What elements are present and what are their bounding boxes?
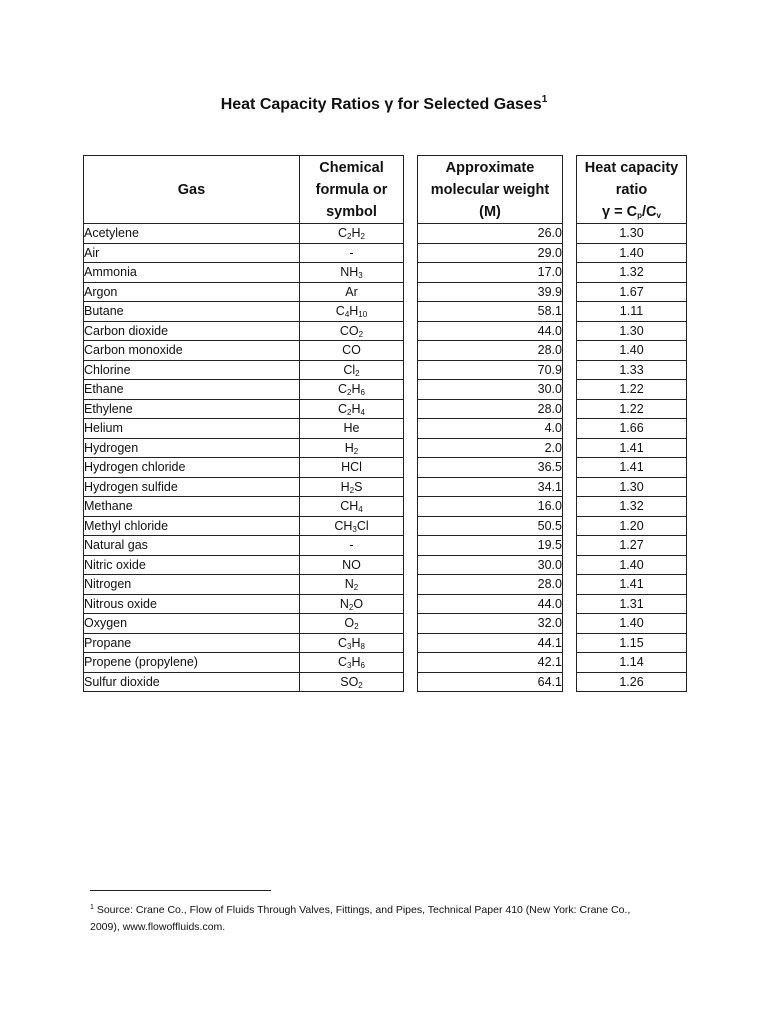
cell-ratio: 1.40 (577, 341, 687, 361)
cell-formula: $C_2H_6$ (300, 380, 404, 400)
table-row (84, 516, 687, 536)
cell-molecular-weight: 26.0 (418, 224, 563, 244)
cell-gas: Ethylene (84, 399, 300, 419)
cell-ratio: 1.32 (577, 497, 687, 517)
column-gap (404, 614, 418, 634)
cell-gas: Argon (84, 282, 300, 302)
table-row (84, 380, 687, 400)
cell-molecular-weight: 19.5 (418, 536, 563, 556)
cell-formula: $CO_2$ (300, 321, 404, 341)
cell-gas: Propene (propylene) (84, 653, 300, 673)
column-gap (563, 477, 577, 497)
cell-ratio: 1.41 (577, 575, 687, 595)
column-gap (563, 575, 577, 595)
cell-formula: $O_2$ (300, 614, 404, 634)
table-header-row (84, 156, 687, 224)
cell-gas: Nitrogen (84, 575, 300, 595)
table-row (84, 419, 687, 439)
cell-molecular-weight: 44.1 (418, 633, 563, 653)
footnote-marker: 1 (90, 904, 94, 911)
column-gap (563, 497, 577, 517)
cell-gas: Air (84, 243, 300, 263)
column-gap (404, 282, 418, 302)
cell-formula: $N_2$ (300, 575, 404, 595)
header-molecular-weight: Approximate molecular weight (M) (418, 156, 563, 224)
column-gap (404, 477, 418, 497)
header-ratio: Heat capacity ratio $\gamma = C_p/C_v$ (577, 156, 687, 224)
cell-formula: HCl (300, 458, 404, 478)
column-gap (563, 156, 577, 224)
column-gap (563, 360, 577, 380)
cell-molecular-weight: 29.0 (418, 243, 563, 263)
table-row (84, 321, 687, 341)
cell-ratio: 1.14 (577, 653, 687, 673)
column-gap (563, 653, 577, 673)
cell-gas: Carbon monoxide (84, 341, 300, 361)
table-row (84, 282, 687, 302)
column-gap (563, 243, 577, 263)
cell-molecular-weight: 2.0 (418, 438, 563, 458)
cell-formula: He (300, 419, 404, 439)
cell-ratio: 1.31 (577, 594, 687, 614)
column-gap (404, 302, 418, 322)
cell-formula: $C_3H_6$ (300, 653, 404, 673)
footnote-line-1: Source: Crane Co., Flow of Fluids Through Valves, Fittings, and Pipes, Technical Paper 410 (New York: Crane Co., (96, 904, 631, 916)
cell-gas: Acetylene (84, 224, 300, 244)
column-gap (563, 419, 577, 439)
cell-gas: Nitric oxide (84, 555, 300, 575)
cell-gas: Hydrogen (84, 438, 300, 458)
cell-formula: - (300, 536, 404, 556)
cell-formula: - (300, 243, 404, 263)
cell-molecular-weight: 36.5 (418, 458, 563, 478)
table-row (84, 672, 687, 692)
column-gap (404, 341, 418, 361)
table-body (84, 224, 687, 692)
cell-molecular-weight: 4.0 (418, 419, 563, 439)
footnote-line-2: 2009), www.flowoffluids.com. (90, 921, 226, 933)
column-gap (404, 536, 418, 556)
cell-ratio: 1.30 (577, 321, 687, 341)
cell-ratio: 1.30 (577, 477, 687, 497)
column-gap (563, 399, 577, 419)
column-gap (563, 555, 577, 575)
cell-formula: $N_2O$ (300, 594, 404, 614)
column-gap (563, 380, 577, 400)
cell-molecular-weight: 34.1 (418, 477, 563, 497)
column-gap (404, 243, 418, 263)
ratio-formula: $\gamma = C_p/C_v$ (602, 203, 661, 220)
cell-gas: Sulfur dioxide (84, 672, 300, 692)
cell-formula: $NH_3$ (300, 263, 404, 283)
table-row (84, 477, 687, 497)
cell-molecular-weight: 32.0 (418, 614, 563, 634)
column-gap (404, 399, 418, 419)
column-gap (563, 321, 577, 341)
cell-ratio: 1.26 (577, 672, 687, 692)
table-row (84, 555, 687, 575)
gas-properties-table (83, 155, 687, 692)
table-row (84, 224, 687, 244)
cell-molecular-weight: 58.1 (418, 302, 563, 322)
cell-gas: Hydrogen sulfide (84, 477, 300, 497)
table-row (84, 243, 687, 263)
cell-formula: $H_2S$ (300, 477, 404, 497)
cell-gas: Carbon dioxide (84, 321, 300, 341)
cell-gas: Methane (84, 497, 300, 517)
cell-gas: Propane (84, 633, 300, 653)
cell-ratio: 1.15 (577, 633, 687, 653)
column-gap (404, 516, 418, 536)
cell-formula: NO (300, 555, 404, 575)
cell-gas: Butane (84, 302, 300, 322)
cell-gas: Ethane (84, 380, 300, 400)
column-gap (563, 282, 577, 302)
cell-ratio: 1.11 (577, 302, 687, 322)
column-gap (563, 633, 577, 653)
column-gap (404, 555, 418, 575)
cell-molecular-weight: 16.0 (418, 497, 563, 517)
column-gap (563, 536, 577, 556)
column-gap (563, 224, 577, 244)
column-gap (404, 458, 418, 478)
header-formula: Chemical formula or symbol (300, 156, 404, 224)
cell-ratio: 1.32 (577, 263, 687, 283)
footnote-divider (90, 890, 271, 891)
table-row (84, 614, 687, 634)
table-row (84, 536, 687, 556)
cell-molecular-weight: 28.0 (418, 399, 563, 419)
title-text: Heat Capacity Ratios γ for Selected Gases (220, 96, 542, 113)
cell-formula: $CH_3Cl$ (300, 516, 404, 536)
cell-formula: $C_2H_4$ (300, 399, 404, 419)
cell-formula: $SO_2$ (300, 672, 404, 692)
table-row (84, 341, 687, 361)
cell-gas: Helium (84, 419, 300, 439)
table-row (84, 360, 687, 380)
page-title (0, 94, 768, 114)
column-gap (404, 224, 418, 244)
cell-molecular-weight: 50.5 (418, 516, 563, 536)
table-row (84, 458, 687, 478)
column-gap (404, 497, 418, 517)
column-gap (404, 672, 418, 692)
cell-gas: Nitrous oxide (84, 594, 300, 614)
header-gas: Gas (84, 156, 300, 224)
column-gap (404, 575, 418, 595)
column-gap (563, 672, 577, 692)
cell-formula: Ar (300, 282, 404, 302)
cell-molecular-weight: 30.0 (418, 380, 563, 400)
cell-ratio: 1.22 (577, 380, 687, 400)
cell-formula: $Cl_2$ (300, 360, 404, 380)
column-gap (563, 302, 577, 322)
column-gap (404, 321, 418, 341)
column-gap (404, 653, 418, 673)
cell-gas: Chlorine (84, 360, 300, 380)
column-gap (563, 341, 577, 361)
cell-formula: $CH_4$ (300, 497, 404, 517)
table-row (84, 633, 687, 653)
cell-ratio: 1.27 (577, 536, 687, 556)
cell-molecular-weight: 39.9 (418, 282, 563, 302)
column-gap (404, 419, 418, 439)
cell-molecular-weight: 17.0 (418, 263, 563, 283)
cell-ratio: 1.40 (577, 614, 687, 634)
footnote (90, 899, 690, 936)
cell-molecular-weight: 42.1 (418, 653, 563, 673)
table-row (84, 497, 687, 517)
column-gap (404, 594, 418, 614)
column-gap (404, 380, 418, 400)
cell-ratio: 1.40 (577, 555, 687, 575)
table-row (84, 653, 687, 673)
cell-formula: $C_3H_8$ (300, 633, 404, 653)
cell-molecular-weight: 28.0 (418, 575, 563, 595)
cell-ratio: 1.41 (577, 438, 687, 458)
cell-molecular-weight: 28.0 (418, 341, 563, 361)
cell-ratio: 1.22 (577, 399, 687, 419)
cell-ratio: 1.41 (577, 458, 687, 478)
cell-formula: $C_4H_{10}$ (300, 302, 404, 322)
table-row (84, 302, 687, 322)
cell-gas: Oxygen (84, 614, 300, 634)
table-row (84, 594, 687, 614)
table-row (84, 575, 687, 595)
column-gap (404, 633, 418, 653)
cell-ratio: 1.20 (577, 516, 687, 536)
cell-formula: $C_2H_2$ (300, 224, 404, 244)
table-row (84, 399, 687, 419)
cell-gas: Ammonia (84, 263, 300, 283)
cell-ratio: 1.30 (577, 224, 687, 244)
column-gap (404, 360, 418, 380)
cell-molecular-weight: 44.0 (418, 594, 563, 614)
cell-molecular-weight: 70.9 (418, 360, 563, 380)
column-gap (563, 614, 577, 634)
cell-molecular-weight: 44.0 (418, 321, 563, 341)
column-gap (563, 516, 577, 536)
cell-ratio: 1.40 (577, 243, 687, 263)
column-gap (404, 263, 418, 283)
cell-gas: Natural gas (84, 536, 300, 556)
cell-gas: Methyl chloride (84, 516, 300, 536)
title-footnote-marker: 1 (541, 94, 548, 105)
column-gap (563, 594, 577, 614)
column-gap (563, 263, 577, 283)
cell-formula: $H_2$ (300, 438, 404, 458)
cell-molecular-weight: 30.0 (418, 555, 563, 575)
column-gap (404, 438, 418, 458)
table-row (84, 438, 687, 458)
column-gap (404, 156, 418, 224)
cell-gas: Hydrogen chloride (84, 458, 300, 478)
table-row (84, 263, 687, 283)
cell-ratio: 1.67 (577, 282, 687, 302)
cell-molecular-weight: 64.1 (418, 672, 563, 692)
column-gap (563, 458, 577, 478)
cell-ratio: 1.33 (577, 360, 687, 380)
column-gap (563, 438, 577, 458)
cell-formula: CO (300, 341, 404, 361)
cell-ratio: 1.66 (577, 419, 687, 439)
